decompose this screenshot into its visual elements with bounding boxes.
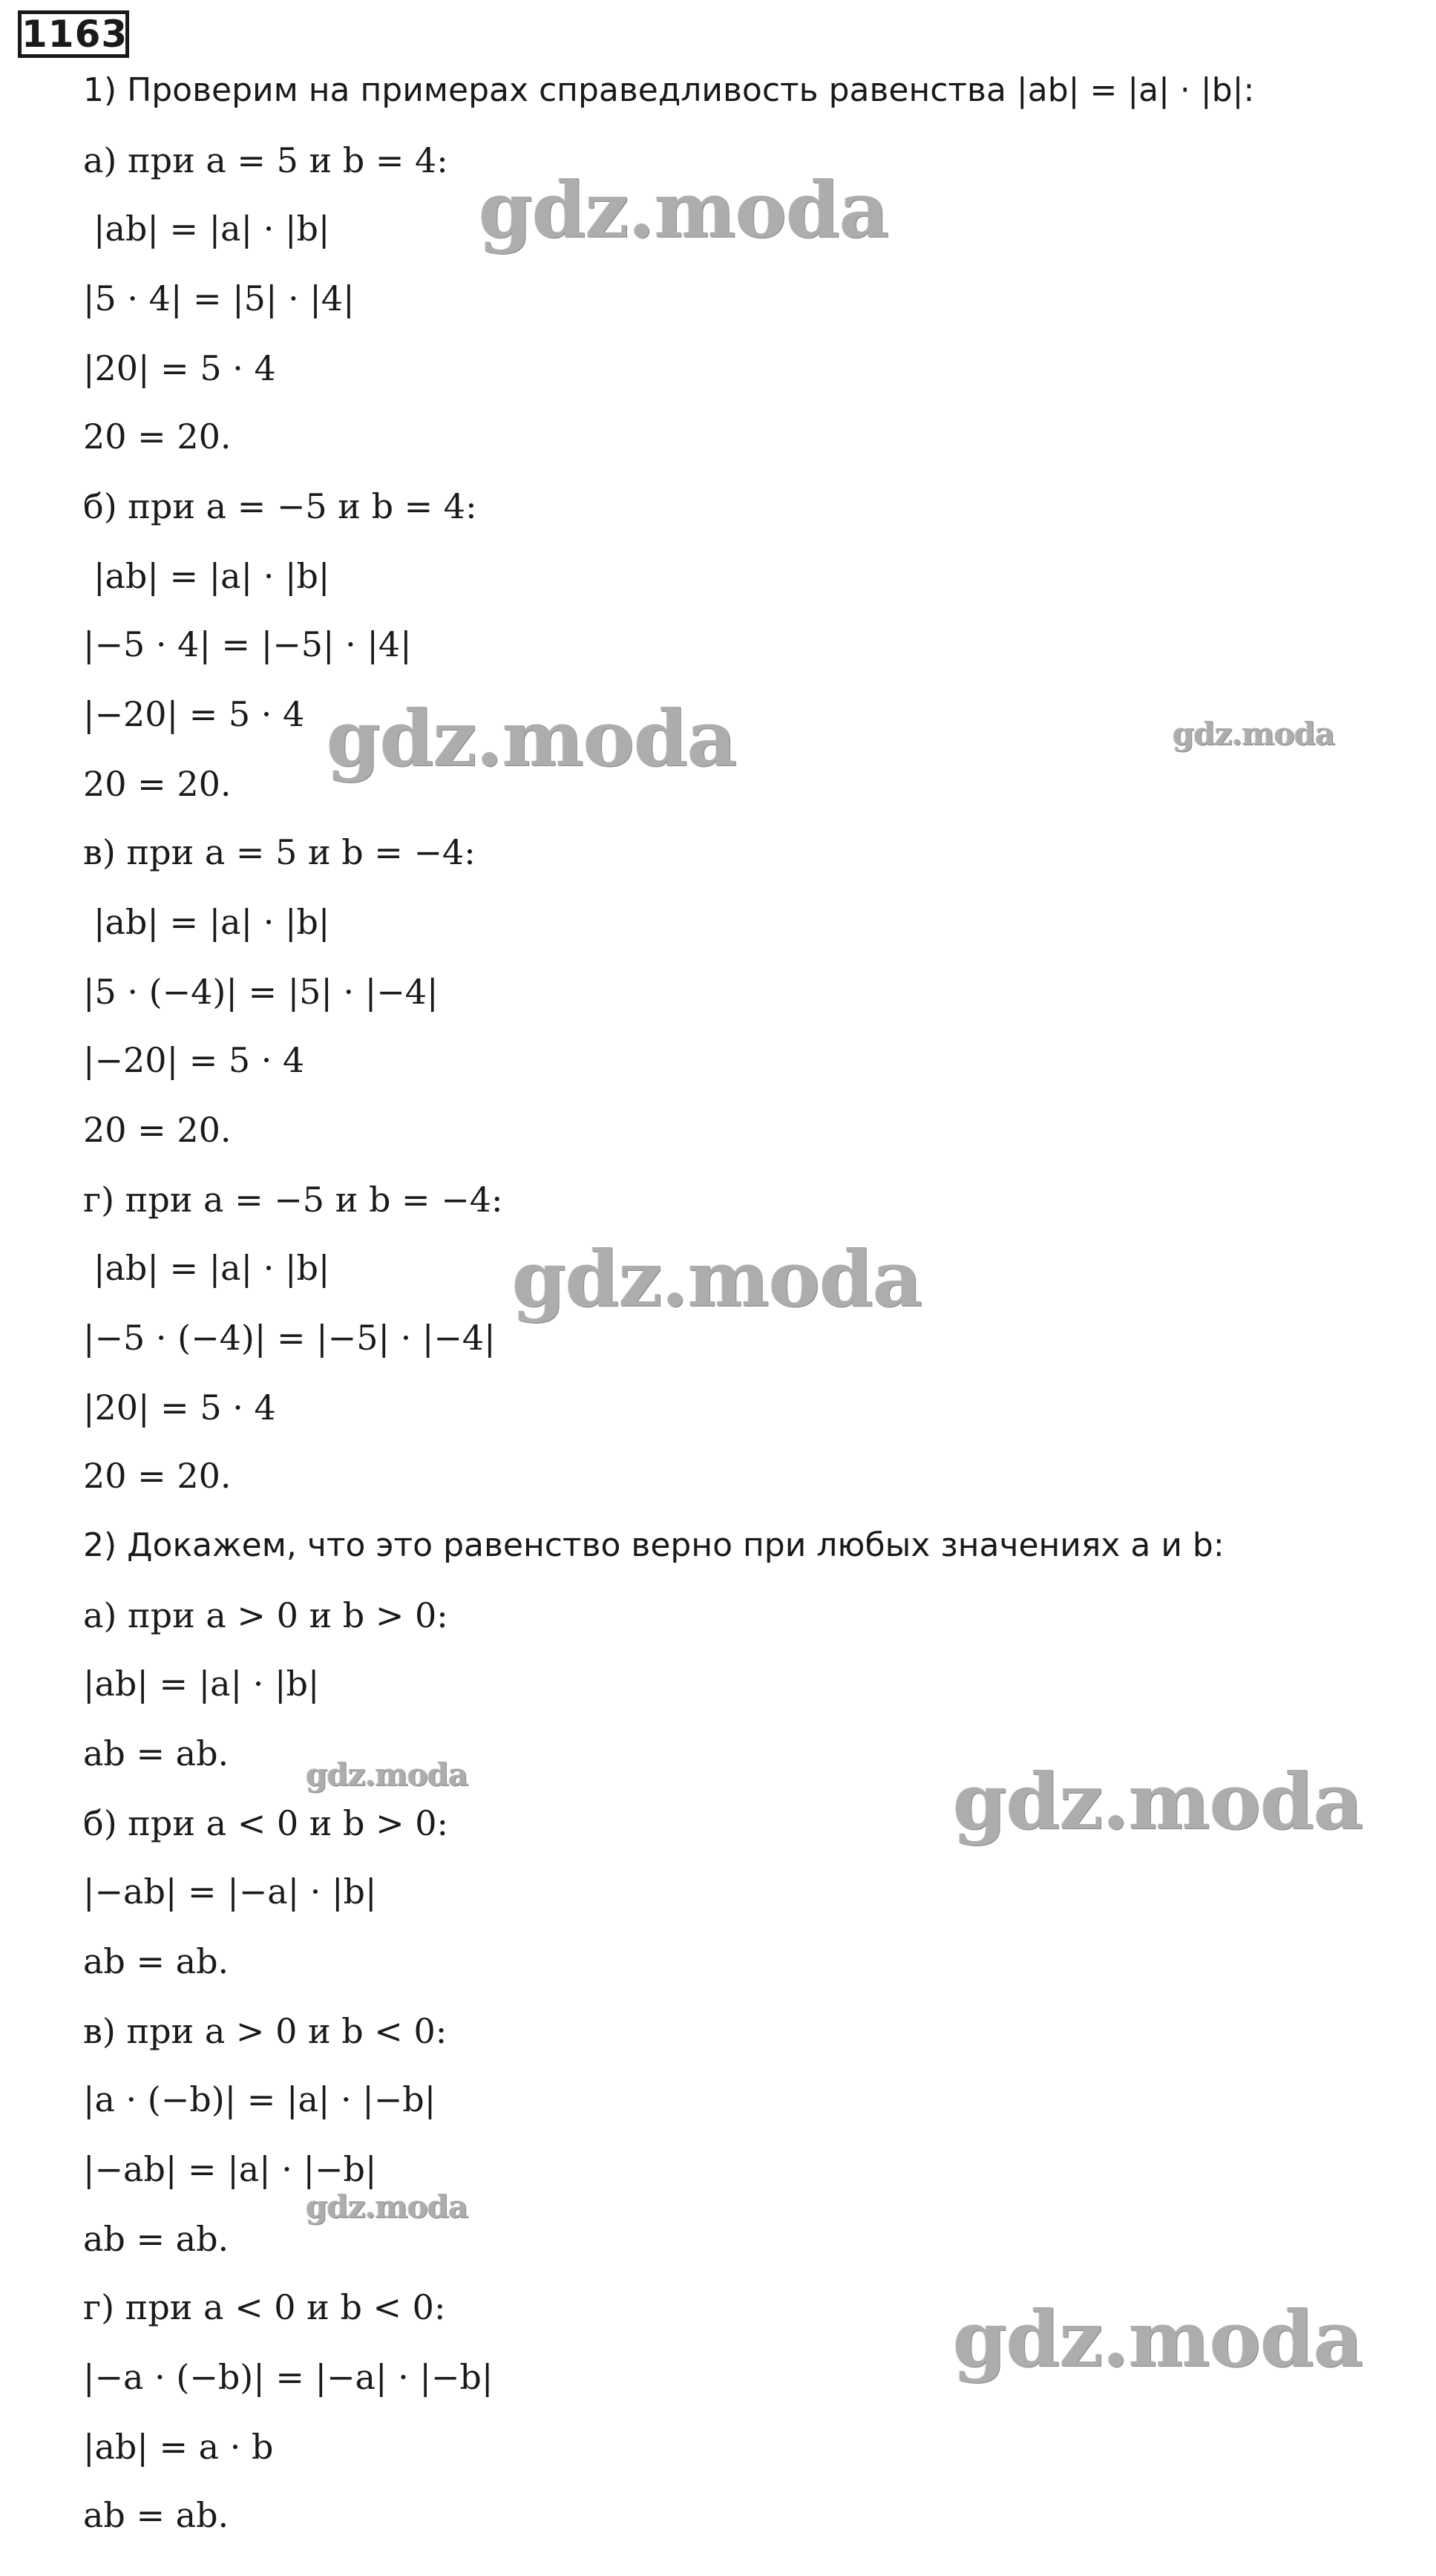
- watermark: gdz.moda: [327, 693, 737, 784]
- math-line: |ab| = |a| · |b|: [94, 556, 330, 596]
- watermark: gdz.moda: [1173, 716, 1335, 752]
- math-line: ab = ab.: [83, 2495, 229, 2535]
- section-heading: 1) Проверим на примерах справедливость равенства |ab| = |a| · |b|:: [83, 71, 1255, 109]
- math-line: а) при a = 5 и b = 4:: [83, 140, 448, 180]
- math-line: |5 · (−4)| = |5| · |−4|: [83, 972, 439, 1012]
- math-line: 20 = 20.: [83, 416, 232, 457]
- math-line: г) при a < 0 и b < 0:: [83, 2287, 446, 2327]
- math-line: в) при a > 0 и b < 0:: [83, 2011, 447, 2051]
- math-line: |−5 · (−4)| = |−5| · |−4|: [83, 1318, 496, 1358]
- watermark: gdz.moda: [512, 1233, 922, 1324]
- task-number-box: 1163: [18, 10, 129, 58]
- watermark: gdz.moda: [953, 2293, 1363, 2384]
- watermark: gdz.moda: [306, 1756, 468, 1793]
- math-line: |−5 · 4| = |−5| · |4|: [83, 624, 412, 664]
- math-line: |a · (−b)| = |a| · |−b|: [83, 2079, 436, 2119]
- math-line: |−ab| = |a| · |−b|: [83, 2149, 377, 2189]
- math-line: ab = ab.: [83, 1941, 229, 1981]
- math-line: 20 = 20.: [83, 1110, 232, 1150]
- watermark: gdz.moda: [306, 2188, 468, 2225]
- math-line: б) при a = −5 и b = 4:: [83, 486, 477, 526]
- math-line: |20| = 5 · 4: [83, 348, 276, 388]
- math-line: ab = ab.: [83, 2219, 229, 2259]
- math-line: |−20| = 5 · 4: [83, 694, 305, 734]
- math-line: |−a · (−b)| = |−a| · |−b|: [83, 2357, 494, 2397]
- math-line: |ab| = |a| · |b|: [94, 1248, 330, 1288]
- math-line: 20 = 20.: [83, 764, 232, 804]
- math-line: |−20| = 5 · 4: [83, 1040, 305, 1080]
- math-line: |ab| = |a| · |b|: [83, 1664, 320, 1704]
- math-line: |5 · 4| = |5| · |4|: [83, 278, 355, 318]
- watermark: gdz.moda: [479, 164, 889, 255]
- math-line: в) при a = 5 и b = −4:: [83, 832, 476, 872]
- math-line: |−ab| = |−a| · |b|: [83, 1871, 377, 1912]
- math-line: б) при a < 0 и b > 0:: [83, 1803, 449, 1843]
- math-line: |ab| = |a| · |b|: [94, 902, 330, 942]
- math-line: 20 = 20.: [83, 1456, 232, 1496]
- math-line: |ab| = |a| · |b|: [94, 209, 330, 249]
- math-line: г) при a = −5 и b = −4:: [83, 1180, 503, 1220]
- math-line: ab = ab.: [83, 1733, 229, 1774]
- math-line: |20| = 5 · 4: [83, 1387, 276, 1428]
- section-heading: 2) Докажем, что это равенство верно при любых значениях a и b:: [83, 1526, 1224, 1564]
- watermark: gdz.moda: [953, 1756, 1363, 1847]
- math-line: а) при a > 0 и b > 0:: [83, 1595, 448, 1635]
- math-line: |ab| = a · b: [83, 2427, 274, 2467]
